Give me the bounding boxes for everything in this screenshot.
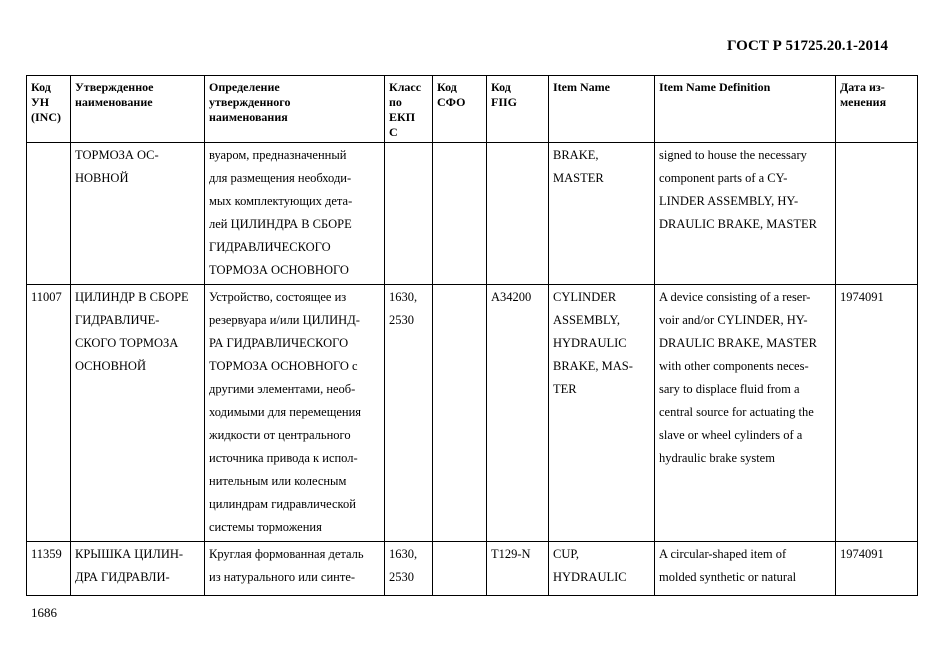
col-header-class <box>385 76 433 143</box>
cell-line: цилиндрам гидравлической <box>209 497 356 511</box>
cell-line: мых комплектующих дета- <box>209 194 353 208</box>
cell-item-definition <box>655 285 836 542</box>
header-line: Item Name <box>553 80 610 94</box>
cell-definition <box>205 285 385 542</box>
cell-line: РА ГИДРАВЛИЧЕСКОГО <box>209 336 349 350</box>
cell-line: Круглая формованная деталь <box>209 547 364 561</box>
col-header-change-date <box>836 76 918 143</box>
header-line: УН <box>31 95 50 109</box>
cell-line: СКОГО ТОРМОЗА <box>75 336 179 350</box>
header-line: FIIG <box>491 95 518 109</box>
col-header-inc <box>27 76 71 143</box>
cell-line: LINDER ASSEMBLY, HY- <box>659 194 799 208</box>
cell-line: жидкости от центрального <box>209 428 351 442</box>
nomenclature-table <box>26 75 918 596</box>
document-header: ГОСТ Р 51725.20.1-2014 <box>726 38 888 54</box>
cell-line: DRAULIC BRAKE, MASTER <box>659 336 817 350</box>
cell-class <box>385 285 433 542</box>
cell-sfo <box>433 542 487 596</box>
cell-line: HYDRAULIC <box>553 570 627 584</box>
cell-inc: 11359 <box>27 542 71 596</box>
cell-line: 2530 <box>389 570 414 584</box>
cell-inc <box>27 143 71 285</box>
header-line: Класс <box>389 80 422 94</box>
col-header-fiig <box>487 76 549 143</box>
cell-line: signed to house the necessary <box>659 148 807 162</box>
cell-line: TER <box>553 382 577 396</box>
cell-line: MASTER <box>553 171 604 185</box>
cell-line: slave or wheel cylinders of a <box>659 428 803 442</box>
cell-class <box>385 143 433 285</box>
cell-line: КРЫШКА ЦИЛИН- <box>75 547 184 561</box>
cell-line: ГИДРАВЛИЧЕ- <box>75 313 160 327</box>
cell-line: sary to displace fluid from a <box>659 382 800 396</box>
cell-line: для размещения необходи- <box>209 171 352 185</box>
cell-line: ЦИЛИНДР В СБОРЕ <box>75 290 189 304</box>
header-line: Утвержденное <box>75 80 154 94</box>
col-header-approved-name <box>71 76 205 143</box>
table-row <box>27 285 918 542</box>
cell-line: molded synthetic or natural <box>659 570 797 584</box>
cell-definition <box>205 143 385 285</box>
cell-item-definition <box>655 542 836 596</box>
cell-line: ТОРМОЗА ОС- <box>75 148 159 162</box>
header-line: Код <box>31 80 51 94</box>
cell-fiig: T129-N <box>487 542 549 596</box>
cell-line: ходимыми для перемещения <box>209 405 362 419</box>
cell-line: BRAKE, MAS- <box>553 359 633 373</box>
header-line: ЕКП <box>389 110 416 124</box>
cell-fiig: A34200 <box>487 285 549 542</box>
cell-line: системы торможения <box>209 520 322 534</box>
cell-line: другими элементами, необ- <box>209 382 356 396</box>
cell-line: из натурального или синте- <box>209 570 356 584</box>
header-line: менения <box>840 95 887 109</box>
cell-line: ТОРМОЗА ОСНОВНОГО <box>209 263 349 277</box>
table-row <box>27 143 918 285</box>
header-line: Item Name Definition <box>659 80 771 94</box>
cell-line: ДРА ГИДРАВЛИ- <box>75 570 170 584</box>
cell-line: нительным или колесным <box>209 474 347 488</box>
cell-approved-name <box>71 143 205 285</box>
col-header-item-name <box>549 76 655 143</box>
cell-line: ГИДРАВЛИЧЕСКОГО <box>209 240 331 254</box>
cell-item-name <box>549 285 655 542</box>
cell-line: ОСНОВНОЙ <box>75 359 146 373</box>
cell-line: HYDRAULIC <box>553 336 627 350</box>
cell-line: BRAKE, <box>553 148 599 162</box>
cell-line: central source for actuating the <box>659 405 814 419</box>
cell-line: лей ЦИЛИНДРА В СБОРЕ <box>209 217 352 231</box>
cell-line: источника привода к испол- <box>209 451 358 465</box>
header-line: наименование <box>75 95 153 109</box>
cell-line: CUP, <box>553 547 580 561</box>
header-line: (INC) <box>31 110 61 124</box>
cell-change-date: 1974091 <box>836 542 918 596</box>
cell-sfo <box>433 285 487 542</box>
cell-inc: 11007 <box>27 285 71 542</box>
cell-definition <box>205 542 385 596</box>
cell-line: hydraulic brake system <box>659 451 775 465</box>
cell-line: A circular-shaped item of <box>659 547 787 561</box>
header-line: С <box>389 125 398 139</box>
header-line: Код <box>491 80 511 94</box>
col-header-sfo <box>433 76 487 143</box>
cell-item-name <box>549 143 655 285</box>
cell-line: CYLINDER <box>553 290 617 304</box>
cell-line: Устройство, состоящее из <box>209 290 347 304</box>
cell-line: with other components neces- <box>659 359 809 373</box>
header-line: по <box>389 95 402 109</box>
cell-item-name <box>549 542 655 596</box>
col-header-definition <box>205 76 385 143</box>
cell-fiig <box>487 143 549 285</box>
cell-line: НОВНОЙ <box>75 171 129 185</box>
cell-line: ASSEMBLY, <box>553 313 620 327</box>
cell-approved-name <box>71 285 205 542</box>
cell-class <box>385 542 433 596</box>
header-line: Код <box>437 80 457 94</box>
col-header-item-definition <box>655 76 836 143</box>
header-line: утвержденного <box>209 95 291 109</box>
cell-line: 1630, <box>389 547 418 561</box>
header-line: СФО <box>437 95 466 109</box>
cell-line: A device consisting of a reser- <box>659 290 811 304</box>
cell-line: 2530 <box>389 313 414 327</box>
cell-line: component parts of a CY- <box>659 171 788 185</box>
cell-sfo <box>433 143 487 285</box>
cell-line: ТОРМОЗА ОСНОВНОГО с <box>209 359 358 373</box>
table-header-row <box>27 76 918 143</box>
page-number: 1686 <box>31 605 57 620</box>
cell-line: voir and/or CYLINDER, HY- <box>659 313 808 327</box>
cell-change-date <box>836 143 918 285</box>
cell-line: вуаром, предназначенный <box>209 148 347 162</box>
header-line: Определение <box>209 80 280 94</box>
cell-line: резервуара и/или ЦИЛИНД- <box>209 313 360 327</box>
header-line: наименования <box>209 110 288 124</box>
table-row <box>27 542 918 596</box>
cell-line: DRAULIC BRAKE, MASTER <box>659 217 817 231</box>
cell-item-definition <box>655 143 836 285</box>
cell-approved-name <box>71 542 205 596</box>
header-line: Дата из- <box>840 80 885 94</box>
cell-change-date: 1974091 <box>836 285 918 542</box>
cell-line: 1630, <box>389 290 418 304</box>
